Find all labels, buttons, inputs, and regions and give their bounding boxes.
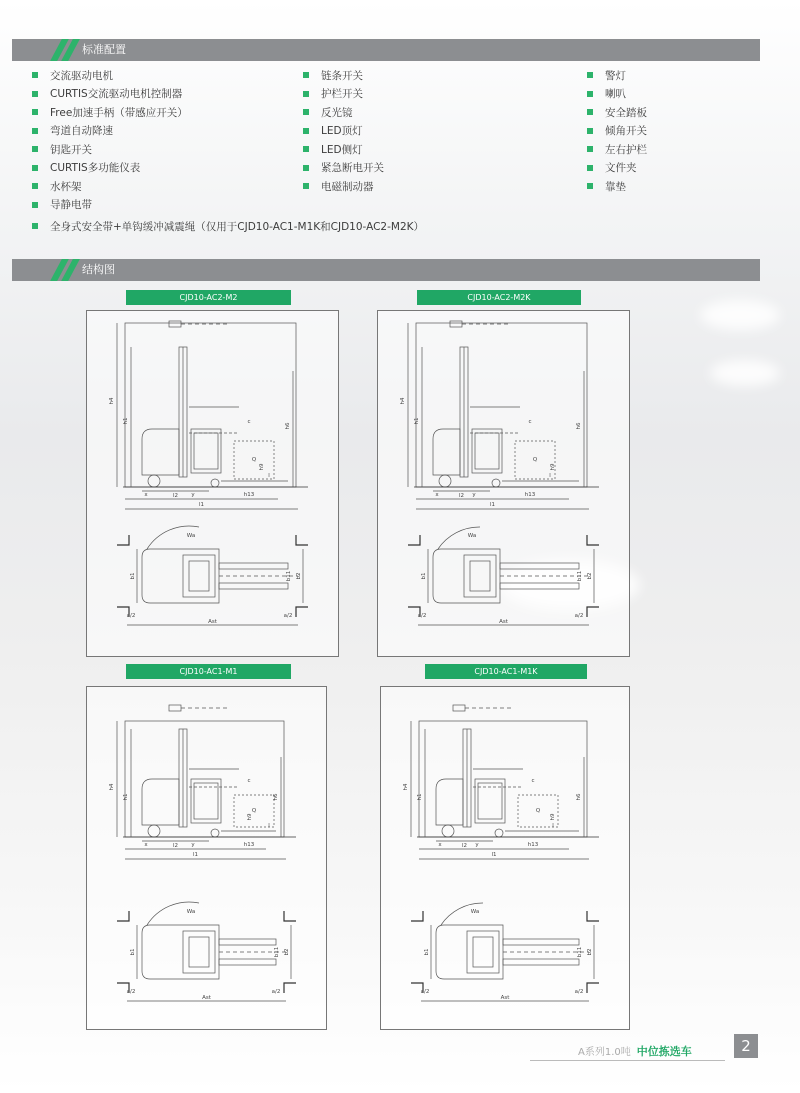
config-item: 安全踏板 — [587, 103, 647, 122]
config-item: 喇叭 — [587, 85, 647, 104]
dim-label: y — [191, 842, 195, 848]
config-item: 水杯架 — [32, 177, 188, 196]
dim-label: h6 — [576, 422, 582, 430]
truck-body — [433, 429, 460, 475]
dim-label: y — [191, 492, 195, 498]
truck-body — [142, 779, 179, 825]
dim-label: c — [528, 419, 532, 425]
config-item: LED侧灯 — [303, 140, 384, 159]
handle-block — [453, 705, 465, 711]
dim-label: c — [531, 778, 535, 784]
footer-series: A系列1.0吨 — [578, 1047, 631, 1058]
dim-label: a/2 — [283, 613, 293, 619]
technical-drawing — [87, 687, 326, 1029]
bullet-icon — [32, 202, 38, 208]
wheel-load — [211, 829, 219, 837]
dim-label: h4 — [400, 397, 406, 405]
dim-label: l2 — [172, 493, 179, 499]
dim-label: h1 — [414, 417, 420, 425]
drawing-lines — [117, 705, 296, 1001]
dim-label: h9 — [550, 813, 556, 821]
config-item-harness: 全身式安全带+单钩缓冲减震绳（仅用于CJD10-AC1-M1K和CJD10-AC2-M2K） — [32, 217, 424, 236]
config-item: Free加速手柄（带感应开关） — [32, 103, 188, 122]
config-item: 钥匙开关 — [32, 140, 188, 159]
wall-corner — [587, 535, 599, 545]
wall-corner — [296, 535, 308, 545]
bullet-icon — [587, 72, 593, 78]
section-bar-config — [12, 39, 760, 61]
dim-label: l1 — [491, 852, 497, 858]
dim-label: Ast — [202, 995, 211, 1001]
wheel-load — [492, 479, 500, 487]
footer-divider — [530, 1060, 725, 1061]
dim-label: h9 — [247, 813, 253, 821]
dim-label: h13 — [524, 492, 536, 498]
dim-label: x — [438, 842, 442, 848]
top-fork — [219, 959, 276, 965]
bullet-icon — [32, 146, 38, 152]
bullet-icon — [587, 146, 593, 152]
wall-corner — [284, 911, 296, 921]
bullet-icon — [303, 183, 309, 189]
bullet-icon — [32, 91, 38, 97]
config-item: 文件夹 — [587, 159, 647, 178]
truck-body — [142, 429, 179, 475]
wall-corner — [587, 911, 599, 921]
cage-inner — [194, 783, 218, 819]
wheel-drive — [148, 475, 160, 487]
cage-inner — [475, 433, 499, 469]
technical-drawing — [378, 311, 629, 656]
section-title-structure: 结构图 — [82, 263, 115, 276]
bullet-icon — [32, 165, 38, 171]
top-fork — [503, 939, 579, 945]
handle-block — [169, 705, 181, 711]
wall-corner — [411, 911, 423, 921]
operator-cage — [191, 779, 221, 823]
bullet-icon — [32, 72, 38, 78]
dim-label: Wa — [186, 533, 196, 539]
dim-label: l — [268, 473, 270, 479]
dim-label: b1 — [424, 948, 430, 956]
dim-label: Q — [251, 808, 257, 814]
bullet-icon — [587, 165, 593, 171]
operator-cage — [191, 429, 221, 473]
bullet-icon — [32, 223, 38, 229]
bullet-icon — [587, 109, 593, 115]
dim-label: Wa — [467, 533, 477, 539]
dim-label: h13 — [243, 492, 255, 498]
wall-corner — [117, 535, 129, 545]
dim-label: h4 — [109, 397, 115, 405]
config-item: CURTIS交流驱动电机控制器 — [32, 85, 188, 104]
top-body — [142, 549, 219, 603]
operator-cage — [475, 779, 505, 823]
dim-label: x — [435, 492, 439, 498]
technical-drawing — [87, 311, 338, 656]
background-light — [700, 300, 780, 330]
dim-label: a/2 — [271, 989, 281, 995]
top-fork — [219, 939, 276, 945]
drawing-panel-m2 — [86, 310, 339, 657]
section-bar-structure — [12, 259, 760, 281]
wheel-load — [495, 829, 503, 837]
bullet-icon — [587, 128, 593, 134]
config-item: 电磁制动器 — [303, 177, 384, 196]
dim-label: h6 — [285, 422, 291, 430]
top-fork — [500, 563, 579, 569]
top-fork — [219, 563, 288, 569]
bullet-icon — [303, 109, 309, 115]
dim-label: l — [268, 823, 270, 829]
dim-label: b1 — [130, 572, 136, 580]
config-item: 警灯 — [587, 66, 647, 85]
dim-label: a/2 — [574, 613, 584, 619]
dim-label: x — [144, 492, 148, 498]
config-column-3 — [587, 66, 647, 196]
dim-label: b11 — [577, 946, 583, 958]
dim-label: h4 — [403, 783, 409, 791]
top-body — [142, 925, 219, 979]
top-fork — [219, 583, 288, 589]
bullet-icon — [587, 183, 593, 189]
dim-label: b1 — [421, 572, 427, 580]
wall-corner — [117, 911, 129, 921]
config-item: LED顶灯 — [303, 122, 384, 141]
dim-label: h1 — [417, 793, 423, 801]
dim-label: h6 — [576, 793, 582, 801]
dim-label: Q — [532, 457, 538, 463]
dim-label: l — [549, 473, 551, 479]
section-title-config: 标准配置 — [82, 43, 126, 56]
dim-label: y — [475, 842, 479, 848]
dim-label: Wa — [470, 909, 480, 915]
dim-label: Q — [535, 808, 541, 814]
config-item: 靠垫 — [587, 177, 647, 196]
wheel-drive — [148, 825, 160, 837]
top-seat — [189, 937, 209, 967]
wheel-drive — [439, 475, 451, 487]
dim-label: l2 — [458, 493, 465, 499]
dim-label: h4 — [109, 783, 115, 791]
bullet-icon — [303, 165, 309, 171]
drawing-panel-m1k — [380, 686, 630, 1030]
dim-label: b2 — [284, 948, 290, 956]
dim-label: Ast — [499, 619, 508, 625]
dim-label: b11 — [577, 570, 583, 582]
operator-cage — [472, 429, 502, 473]
config-item: 交流驱动电机 — [32, 66, 188, 85]
dim-label: h6 — [273, 793, 279, 801]
dim-label: b2 — [296, 572, 302, 580]
bullet-icon — [303, 91, 309, 97]
panel-label-m2k: CJD10-AC2-M2K — [417, 290, 581, 305]
bullet-icon — [32, 183, 38, 189]
dim-label: b11 — [274, 946, 280, 958]
cage-inner — [478, 783, 502, 819]
top-seat — [470, 561, 490, 591]
dim-label: a/2 — [126, 613, 136, 619]
truck-body — [436, 779, 463, 825]
config-item: 左右护栏 — [587, 140, 647, 159]
drawing-panel-m2k — [377, 310, 630, 657]
bullet-icon — [303, 72, 309, 78]
dim-label: h13 — [527, 842, 539, 848]
dim-label: l — [552, 823, 554, 829]
dim-label: Ast — [500, 995, 510, 1001]
bullet-icon — [32, 128, 38, 134]
drawing-lines — [411, 705, 599, 1001]
config-item: 倾角开关 — [587, 122, 647, 141]
bullet-icon — [32, 109, 38, 115]
background-light — [710, 360, 780, 386]
dim-label: l2 — [172, 843, 179, 849]
dim-label: l1 — [489, 502, 496, 508]
dim-label: a/2 — [420, 989, 430, 995]
dim-label: Q — [251, 457, 257, 463]
wheel-drive — [442, 825, 454, 837]
dim-label: Ast — [208, 619, 217, 625]
frame-line — [125, 323, 296, 487]
top-fork — [500, 583, 579, 589]
dim-label: Wa — [186, 909, 196, 915]
config-item: 导静电带 — [32, 196, 188, 215]
dim-label: h13 — [243, 842, 255, 848]
panel-label-m1: CJD10-AC1-M1 — [126, 664, 291, 679]
dim-label: h1 — [123, 417, 129, 425]
handle-block — [450, 321, 462, 327]
footer-caption — [578, 1043, 692, 1059]
drawing-panel-m1 — [86, 686, 327, 1030]
page-number: 2 — [734, 1034, 758, 1058]
technical-drawing — [381, 687, 629, 1029]
dim-label: c — [247, 419, 251, 425]
dim-label: l1 — [198, 502, 205, 508]
cage-inner — [194, 433, 218, 469]
drawing-lines — [408, 321, 599, 625]
dim-label: l2 — [461, 843, 468, 849]
dim-label: b2 — [587, 572, 593, 580]
handle-block — [169, 321, 181, 327]
dim-label: b2 — [587, 948, 593, 956]
drawing-lines — [117, 321, 308, 625]
panel-label-m1k: CJD10-AC1-M1K — [425, 664, 587, 679]
frame-line — [416, 323, 587, 487]
wall-corner — [587, 607, 599, 617]
top-seat — [189, 561, 209, 591]
config-item: 护栏开关 — [303, 85, 384, 104]
bullet-icon — [587, 91, 593, 97]
bullet-icon — [303, 128, 309, 134]
config-item: 反光镜 — [303, 103, 384, 122]
top-fork — [503, 959, 579, 965]
dim-label: l1 — [192, 852, 199, 858]
dim-label: y — [472, 492, 476, 498]
dim-label: a/2 — [126, 989, 136, 995]
wall-corner — [408, 535, 420, 545]
dim-label: b11 — [286, 570, 292, 582]
config-column-2 — [303, 66, 384, 196]
dim-label: c — [247, 778, 251, 784]
panel-label-m2: CJD10-AC2-M2 — [126, 290, 291, 305]
dim-label: a/2 — [574, 989, 584, 995]
config-item: 紧急断电开关 — [303, 159, 384, 178]
dim-label: a/2 — [417, 613, 427, 619]
wall-corner — [587, 983, 599, 993]
config-column-1 — [32, 66, 188, 214]
wheel-load — [211, 479, 219, 487]
footer-product: 中位拣选车 — [636, 1045, 692, 1058]
wall-corner — [284, 983, 296, 993]
bullet-icon — [303, 146, 309, 152]
dim-label: h1 — [123, 793, 129, 801]
dim-label: x — [144, 842, 148, 848]
dim-label: h9 — [259, 463, 265, 471]
wall-corner — [296, 607, 308, 617]
config-item: CURTIS多功能仪表 — [32, 159, 188, 178]
top-seat — [473, 937, 493, 967]
dim-label: b1 — [130, 948, 136, 956]
config-item: 链条开关 — [303, 66, 384, 85]
dim-label: h9 — [550, 463, 556, 471]
config-item: 弯道自动降速 — [32, 122, 188, 141]
